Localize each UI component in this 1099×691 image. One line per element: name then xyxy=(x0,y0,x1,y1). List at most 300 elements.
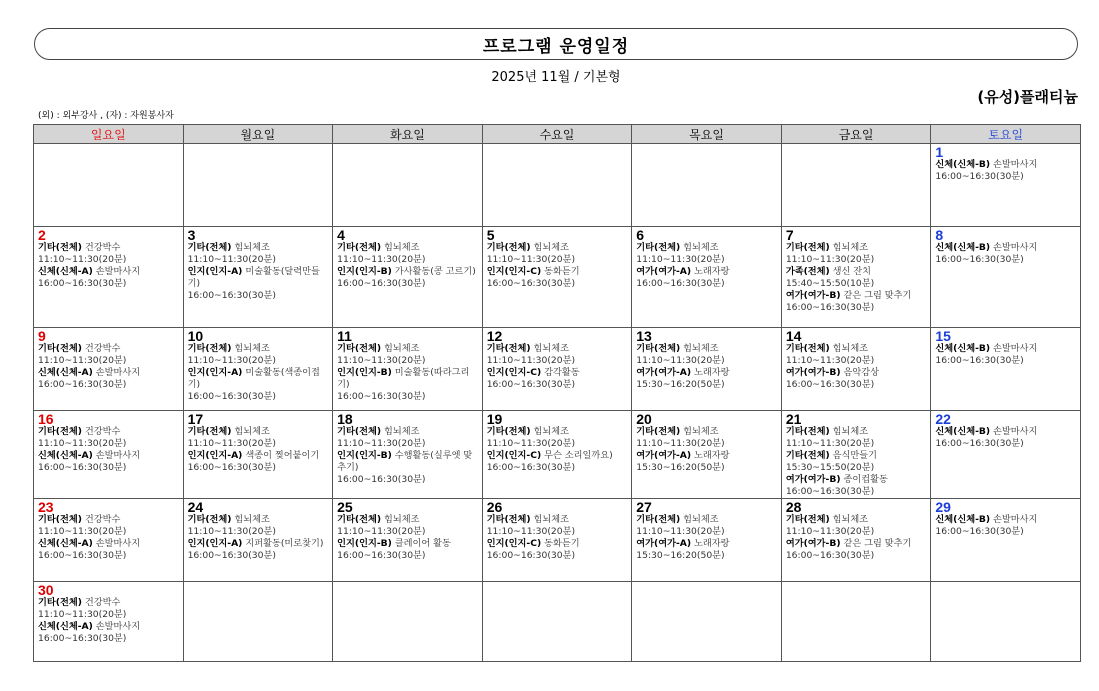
day-number: 13 xyxy=(636,328,652,344)
event-time: 16:00~16:30(30분) xyxy=(337,474,426,485)
event-name: 건강박수 xyxy=(84,426,121,437)
event-name: 가사활동(콩 고르기) xyxy=(394,266,476,277)
day-number: 4 xyxy=(337,227,345,243)
event-time: 11:10~11:30(20분) xyxy=(636,438,725,449)
event-time: 16:00~16:30(30분) xyxy=(38,379,127,390)
event-category: 인지(인지-A) xyxy=(187,367,243,378)
calendar-day-cell xyxy=(781,411,931,499)
event-category: 기타(전체) xyxy=(187,242,232,253)
event-name: 건강박수 xyxy=(84,242,121,253)
program-event xyxy=(38,266,180,290)
event-name: 음악감상 xyxy=(843,367,879,378)
event-category: 기타(전체) xyxy=(337,426,382,437)
event-name: 힘뇌체조 xyxy=(234,343,270,354)
event-name: 음식만들기 xyxy=(832,450,878,461)
calendar-day-cell xyxy=(931,582,1081,662)
event-name: 건강박수 xyxy=(84,343,121,354)
event-time: 11:10~11:30(20분) xyxy=(337,355,426,366)
event-category: 여가(여가-B) xyxy=(785,538,841,549)
event-category: 신체(신체-B) xyxy=(935,426,991,437)
program-event xyxy=(487,450,629,474)
calendar-table xyxy=(33,124,1081,662)
calendar-day-cell xyxy=(482,227,632,328)
weekday-sunday: 일요일 xyxy=(34,125,184,144)
event-category: 여가(여가-B) xyxy=(785,474,841,485)
program-event xyxy=(487,538,629,562)
event-category: 기타(전체) xyxy=(486,514,531,525)
event-category: 기타(전체) xyxy=(38,242,82,253)
event-time: 11:10~11:30(20분) xyxy=(486,254,576,265)
program-event xyxy=(786,514,928,538)
day-number: 30 xyxy=(38,582,54,598)
weekday-saturday: 토요일 xyxy=(931,125,1081,144)
event-category: 기타(전체) xyxy=(636,514,681,525)
program-event xyxy=(786,426,928,450)
event-name: 힘뇌체조 xyxy=(683,426,719,437)
event-time: 16:00~16:30(30분) xyxy=(935,171,1024,182)
event-time: 16:00~16:30(30분) xyxy=(785,550,875,561)
event-category: 여가(여가-B) xyxy=(785,367,841,378)
event-time: 11:10~11:30(20분) xyxy=(38,609,127,620)
event-category: 기타(전체) xyxy=(38,426,82,437)
weekday-thursday: 목요일 xyxy=(632,125,782,144)
event-name: 힘뇌체조 xyxy=(234,514,270,525)
day-number: 17 xyxy=(187,411,204,427)
program-event xyxy=(188,242,330,266)
calendar-day-cell xyxy=(482,411,632,499)
program-event xyxy=(337,343,479,367)
event-name: 클레이어 활동 xyxy=(394,538,451,549)
event-time: 15:40~15:50(10분) xyxy=(785,278,875,289)
program-event xyxy=(786,242,928,266)
event-name: 건강박수 xyxy=(84,514,121,525)
program-event xyxy=(188,450,330,474)
event-name: 미술활동(달력만들기) xyxy=(187,266,320,289)
event-time: 11:10~11:30(20분) xyxy=(337,254,426,265)
day-number: 5 xyxy=(486,227,495,243)
event-time: 11:10~11:30(20분) xyxy=(636,355,725,366)
program-event xyxy=(337,450,479,486)
event-time: 11:10~11:30(20분) xyxy=(187,355,276,366)
day-number: 1 xyxy=(935,144,944,160)
calendar-day-cell xyxy=(781,328,931,411)
calendar-day-cell xyxy=(482,328,632,411)
event-time: 11:10~11:30(20분) xyxy=(785,355,875,366)
program-event xyxy=(38,514,180,538)
program-event xyxy=(38,621,180,645)
program-event xyxy=(935,426,1077,450)
event-time: 16:00~16:30(30분) xyxy=(187,391,276,402)
calendar-day-cell xyxy=(632,499,782,582)
event-name: 힘뇌체조 xyxy=(383,343,420,354)
day-number: 22 xyxy=(935,411,951,427)
event-category: 신체(신체-B) xyxy=(935,242,991,253)
event-name: 힘뇌체조 xyxy=(234,426,270,437)
program-event xyxy=(188,426,330,450)
event-category: 기타(전체) xyxy=(38,597,82,608)
event-time: 16:00~16:30(30분) xyxy=(187,462,276,473)
event-time: 16:00~16:30(30분) xyxy=(636,278,725,289)
event-name: 색종이 찢어붙이기 xyxy=(245,450,320,461)
event-time: 15:30~15:50(20분) xyxy=(785,462,875,473)
program-event xyxy=(337,242,479,266)
event-category: 여가(여가-A) xyxy=(636,450,692,461)
event-name: 힘뇌체조 xyxy=(683,514,719,525)
event-name: 손발마사지 xyxy=(95,450,141,461)
event-name: 무슨 소리일까요) xyxy=(544,450,613,461)
calendar-day-cell xyxy=(333,411,483,499)
program-event xyxy=(188,266,330,302)
weekday-friday: 금요일 xyxy=(781,125,931,144)
event-time: 16:00~16:30(30분) xyxy=(486,379,576,390)
calendar-day-cell xyxy=(482,582,632,662)
event-category: 신체(신체-B) xyxy=(935,159,991,170)
event-category: 인지(인지-B) xyxy=(337,450,392,461)
program-event xyxy=(188,343,330,367)
event-category: 신체(신체-B) xyxy=(935,343,991,354)
event-name: 손발마사지 xyxy=(95,367,141,378)
day-number: 21 xyxy=(785,411,802,427)
day-number: 9 xyxy=(38,328,46,344)
event-name: 힘뇌체조 xyxy=(533,426,570,437)
event-category: 기타(전체) xyxy=(785,426,830,437)
day-number: 24 xyxy=(187,499,204,515)
calendar-day-cell xyxy=(931,411,1081,499)
event-name: 손발마사지 xyxy=(993,426,1038,437)
event-time: 15:30~16:20(50분) xyxy=(636,379,725,390)
program-event xyxy=(786,450,928,474)
calendar-day-cell xyxy=(183,144,333,227)
event-name: 노래자랑 xyxy=(694,367,730,378)
calendar-day-cell xyxy=(333,582,483,662)
event-time: 16:00~16:30(30분) xyxy=(935,438,1024,449)
event-category: 인지(인지-C) xyxy=(486,450,542,461)
program-event xyxy=(935,159,1077,183)
program-event xyxy=(487,266,629,290)
day-number: 11 xyxy=(337,328,352,344)
event-name: 같은 그림 맞추기 xyxy=(843,290,912,301)
event-time: 11:10~11:30(20분) xyxy=(38,438,127,449)
program-event xyxy=(38,538,180,562)
day-number: 28 xyxy=(785,499,802,515)
event-time: 16:00~16:30(30분) xyxy=(486,550,576,561)
event-category: 여가(여가-B) xyxy=(785,290,841,301)
event-category: 신체(신체-A) xyxy=(38,266,93,277)
event-time: 11:10~11:30(20분) xyxy=(38,355,127,366)
event-category: 기타(전체) xyxy=(337,514,382,525)
program-event xyxy=(337,426,479,450)
event-name: 힘뇌체조 xyxy=(832,242,869,253)
program-event xyxy=(38,450,180,474)
event-name: 손발마사지 xyxy=(95,621,141,632)
program-event xyxy=(786,290,928,314)
event-name: 힘뇌체조 xyxy=(533,343,570,354)
program-event xyxy=(38,597,180,621)
event-category: 인지(인지-A) xyxy=(187,538,243,549)
program-event xyxy=(38,242,180,266)
event-time: 11:10~11:30(20분) xyxy=(486,526,576,537)
event-name: 지퍼활동(미로찾기) xyxy=(245,538,324,549)
day-number: 15 xyxy=(935,328,951,344)
event-name: 손발마사지 xyxy=(95,266,141,277)
calendar-day-cell xyxy=(333,499,483,582)
event-name: 힘뇌체조 xyxy=(383,426,420,437)
event-category: 가족(전체) xyxy=(785,266,830,277)
calendar-day-cell xyxy=(34,499,184,582)
calendar-day-cell xyxy=(482,144,632,227)
event-time: 11:10~11:30(20분) xyxy=(38,526,127,537)
legend-note: (외) : 외부강사 , (자) : 자원봉사자 xyxy=(38,111,174,121)
program-event xyxy=(188,538,330,562)
program-event xyxy=(636,343,778,367)
day-number: 10 xyxy=(187,328,204,344)
day-number: 2 xyxy=(38,227,46,243)
event-time: 11:10~11:30(20분) xyxy=(187,438,276,449)
event-name: 힘뇌체조 xyxy=(234,242,270,253)
program-event xyxy=(636,450,778,474)
event-name: 동화듣기 xyxy=(544,538,580,549)
event-category: 기타(전체) xyxy=(38,514,82,525)
day-number: 23 xyxy=(38,499,54,515)
program-event xyxy=(487,426,629,450)
event-name: 힘뇌체조 xyxy=(832,514,869,525)
event-time: 11:10~11:30(20분) xyxy=(636,526,725,537)
day-number: 26 xyxy=(486,499,503,515)
page-title: 프로그램 운영일정 xyxy=(34,28,1078,60)
program-event xyxy=(786,474,928,498)
event-time: 11:10~11:30(20분) xyxy=(486,355,576,366)
event-name: 노래자랑 xyxy=(694,538,730,549)
program-event xyxy=(38,343,180,367)
day-number: 8 xyxy=(935,227,944,243)
program-event xyxy=(337,266,479,290)
day-number: 6 xyxy=(636,227,645,243)
day-number: 29 xyxy=(935,499,951,515)
event-name: 미술활동(따라그리기) xyxy=(337,367,470,390)
program-event xyxy=(38,426,180,450)
event-time: 16:00~16:30(30분) xyxy=(785,302,875,313)
day-number: 27 xyxy=(636,499,652,515)
day-number: 20 xyxy=(636,411,652,427)
page-subtitle: 2025년 11월 / 기본형 xyxy=(491,70,621,85)
event-category: 기타(전체) xyxy=(636,343,681,354)
weekday-tuesday: 화요일 xyxy=(333,125,483,144)
event-name: 손발마사지 xyxy=(993,159,1038,170)
event-time: 16:00~16:30(30분) xyxy=(935,254,1024,265)
event-name: 힘뇌체조 xyxy=(683,242,719,253)
calendar-day-cell xyxy=(632,582,782,662)
event-time: 16:00~16:30(30분) xyxy=(38,550,127,561)
event-name: 손발마사지 xyxy=(993,343,1038,354)
calendar-day-cell xyxy=(333,227,483,328)
program-event xyxy=(188,367,330,403)
program-event xyxy=(786,538,928,562)
event-time: 15:30~16:20(50분) xyxy=(636,462,725,473)
calendar-day-cell xyxy=(183,499,333,582)
event-time: 11:10~11:30(20분) xyxy=(187,526,276,537)
event-time: 16:00~16:30(30분) xyxy=(337,278,426,289)
calendar-day-cell xyxy=(632,411,782,499)
calendar-day-cell xyxy=(482,499,632,582)
event-name: 힘뇌체조 xyxy=(383,242,420,253)
weekday-monday: 월요일 xyxy=(183,125,333,144)
calendar-day-cell xyxy=(781,227,931,328)
day-number: 18 xyxy=(337,411,353,427)
event-name: 감각활동 xyxy=(544,367,580,378)
calendar-day-cell xyxy=(34,227,184,328)
event-category: 인지(인지-B) xyxy=(337,538,392,549)
event-name: 노래자랑 xyxy=(694,450,730,461)
event-category: 신체(신체-A) xyxy=(38,538,93,549)
calendar-day-cell xyxy=(183,227,333,328)
program-event xyxy=(786,343,928,367)
event-category: 기타(전체) xyxy=(785,343,830,354)
event-name: 같은 그림 맞추기 xyxy=(843,538,912,549)
event-category: 기타(전체) xyxy=(636,426,681,437)
event-category: 신체(신체-B) xyxy=(935,514,991,525)
event-category: 기타(전체) xyxy=(486,343,531,354)
program-event xyxy=(337,367,479,403)
event-category: 신체(신체-A) xyxy=(38,367,93,378)
event-name: 미술활동(색종이접기) xyxy=(187,367,320,390)
event-name: 종이컵활동 xyxy=(843,474,888,485)
event-category: 인지(인지-B) xyxy=(337,367,392,378)
day-number: 19 xyxy=(486,411,503,427)
event-category: 신체(신체-A) xyxy=(38,450,93,461)
day-number: 3 xyxy=(187,227,196,243)
program-event xyxy=(188,514,330,538)
weekday-wednesday: 수요일 xyxy=(482,125,632,144)
event-category: 기타(전체) xyxy=(636,242,681,253)
event-time: 11:10~11:30(20분) xyxy=(636,254,725,265)
event-time: 16:00~16:30(30분) xyxy=(785,486,875,497)
calendar-week-row xyxy=(34,582,1081,662)
calendar-day-cell xyxy=(183,328,333,411)
calendar-day-cell xyxy=(34,582,184,662)
calendar-day-cell xyxy=(333,144,483,227)
event-time: 16:00~16:30(30분) xyxy=(38,278,127,289)
event-time: 11:10~11:30(20분) xyxy=(337,438,426,449)
program-event xyxy=(337,514,479,538)
event-name: 노래자랑 xyxy=(694,266,730,277)
calendar-day-cell xyxy=(632,227,782,328)
program-event xyxy=(487,367,629,391)
calendar-day-cell xyxy=(183,582,333,662)
event-category: 여가(여가-A) xyxy=(636,538,692,549)
program-event xyxy=(636,242,778,266)
event-name: 손발마사지 xyxy=(95,538,141,549)
event-time: 16:00~16:30(30분) xyxy=(337,550,426,561)
event-category: 기타(전체) xyxy=(187,343,232,354)
event-time: 11:10~11:30(20분) xyxy=(486,438,576,449)
event-time: 11:10~11:30(20분) xyxy=(337,526,426,537)
calendar-week-row xyxy=(34,328,1081,411)
calendar-day-cell xyxy=(931,328,1081,411)
calendar-day-cell xyxy=(781,582,931,662)
program-event xyxy=(636,367,778,391)
event-name: 수행활동(실루엣 맞추기) xyxy=(337,450,473,473)
event-category: 기타(전체) xyxy=(337,242,382,253)
event-time: 16:00~16:30(30분) xyxy=(38,462,127,473)
program-event xyxy=(636,538,778,562)
event-name: 힘뇌체조 xyxy=(383,514,420,525)
calendar-day-cell xyxy=(34,144,184,227)
event-time: 11:10~11:30(20분) xyxy=(785,254,875,265)
calendar-day-cell xyxy=(931,227,1081,328)
program-event xyxy=(636,514,778,538)
event-time: 16:00~16:30(30분) xyxy=(187,290,276,301)
program-event xyxy=(786,367,928,391)
event-category: 인지(인지-C) xyxy=(486,266,542,277)
program-event xyxy=(487,242,629,266)
program-event xyxy=(38,367,180,391)
event-category: 기타(전체) xyxy=(785,514,830,525)
event-name: 힘뇌체조 xyxy=(832,426,869,437)
event-time: 15:30~16:20(50분) xyxy=(636,550,725,561)
program-event xyxy=(487,514,629,538)
program-event xyxy=(636,426,778,450)
event-name: 건강박수 xyxy=(84,597,121,608)
calendar-day-cell xyxy=(781,499,931,582)
calendar-week-row xyxy=(34,144,1081,227)
event-time: 16:00~16:30(30분) xyxy=(935,355,1024,366)
event-category: 기타(전체) xyxy=(38,343,82,354)
weekday-header-row xyxy=(34,125,1081,144)
program-event xyxy=(337,538,479,562)
day-number: 12 xyxy=(486,328,503,344)
calendar-day-cell xyxy=(632,144,782,227)
event-category: 인지(인지-B) xyxy=(337,266,392,277)
event-name: 힘뇌체조 xyxy=(832,343,869,354)
event-name: 손발마사지 xyxy=(993,514,1038,525)
event-time: 16:00~16:30(30분) xyxy=(785,379,875,390)
event-name: 힘뇌체조 xyxy=(683,343,719,354)
event-time: 16:00~16:30(30분) xyxy=(187,550,276,561)
event-category: 여가(여가-A) xyxy=(636,266,692,277)
program-event xyxy=(935,514,1077,538)
calendar-week-row xyxy=(34,411,1081,499)
event-category: 기타(전체) xyxy=(187,514,232,525)
event-name: 생신 잔치 xyxy=(832,266,872,277)
event-category: 신체(신체-A) xyxy=(38,621,93,632)
calendar-week-row xyxy=(34,227,1081,328)
calendar-day-cell xyxy=(333,328,483,411)
calendar-day-cell xyxy=(34,411,184,499)
event-category: 여가(여가-A) xyxy=(636,367,692,378)
event-category: 인지(인지-C) xyxy=(486,538,542,549)
event-time: 16:00~16:30(30분) xyxy=(935,526,1024,537)
event-time: 11:10~11:30(20분) xyxy=(785,526,875,537)
event-time: 16:00~16:30(30분) xyxy=(38,633,127,644)
event-name: 힘뇌체조 xyxy=(533,514,570,525)
day-number: 16 xyxy=(38,411,54,427)
event-category: 기타(전체) xyxy=(785,450,830,461)
event-time: 11:10~11:30(20분) xyxy=(38,254,127,265)
program-event xyxy=(935,343,1077,367)
program-event xyxy=(487,343,629,367)
calendar-day-cell xyxy=(781,144,931,227)
program-event xyxy=(935,242,1077,266)
event-time: 16:00~16:30(30분) xyxy=(486,278,576,289)
organization-name: (유성)플래티늄 xyxy=(977,88,1078,106)
day-number: 7 xyxy=(785,227,794,243)
calendar-day-cell xyxy=(931,144,1081,227)
calendar-day-cell xyxy=(183,411,333,499)
event-name: 동화듣기 xyxy=(544,266,580,277)
event-time: 11:10~11:30(20분) xyxy=(187,254,276,265)
calendar-day-cell xyxy=(931,499,1081,582)
event-time: 11:10~11:30(20분) xyxy=(785,438,875,449)
